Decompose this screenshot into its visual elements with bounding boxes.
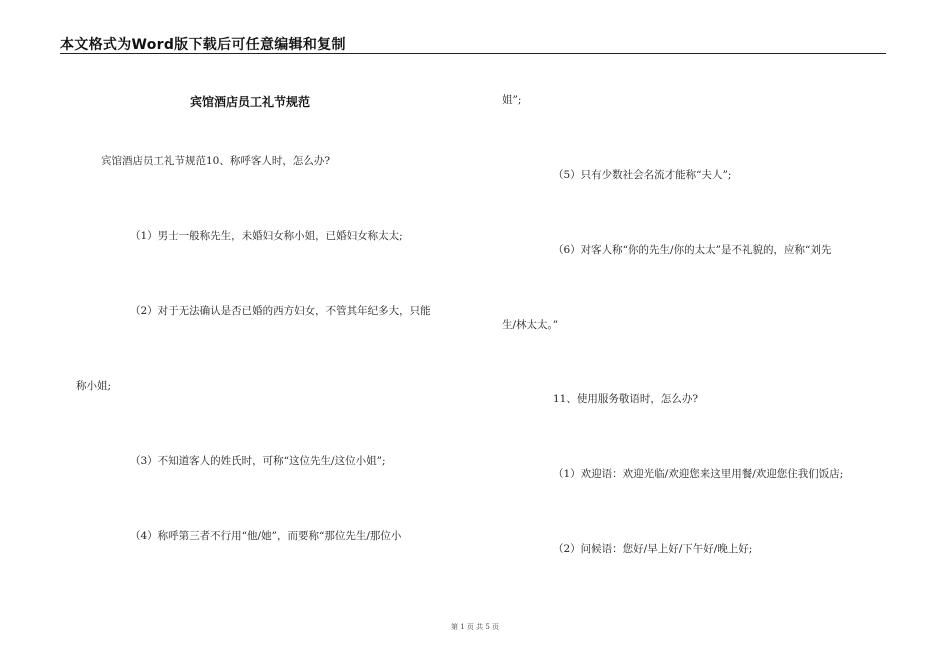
document-title: 宾馆酒店员工礼节规范 [190,95,311,109]
paragraph: （1）欢迎语：欢迎光临/欢迎您来这里用餐/欢迎您住我们饭店; [553,468,844,480]
paragraph: （2）问候语：您好/早上好/下午好/晚上好; [553,543,753,555]
paragraph-continuation: 姐”; [502,94,522,106]
page-footer: 第 1 页 共 5 页 [450,623,500,631]
paragraph: （5）只有少数社会名流才能称“夫人”; [553,169,732,181]
paragraph: 宾馆酒店员工礼节规范10、称呼客人时，怎么办? [101,155,330,167]
paragraph: （2）对于无法确认是否已婚的西方妇女，不管其年纪多大，只能 [130,305,431,317]
header-divider [60,53,886,54]
paragraph: （1）男士一般称先生，未婚妇女称小姐，已婚妇女称太太; [130,230,403,242]
section-heading: 11、使用服务敬语时，怎么办? [553,393,698,405]
paragraph-continuation: 称小姐; [76,380,112,392]
paragraph: （4）称呼第三者不行用“他/她”，而要称“那位先生/那位小 [130,530,402,542]
paragraph: （3）不知道客人的姓氏时，可称“这位先生/这位小姐”; [130,455,386,467]
paragraph: （6）对客人称“你的先生/你的太太”是不礼貌的，应称“刘先 [553,244,832,256]
page-header: 本文格式为Word版下载后可任意编辑和复制 [60,37,346,53]
paragraph-continuation: 生/林太太。” [502,319,559,331]
